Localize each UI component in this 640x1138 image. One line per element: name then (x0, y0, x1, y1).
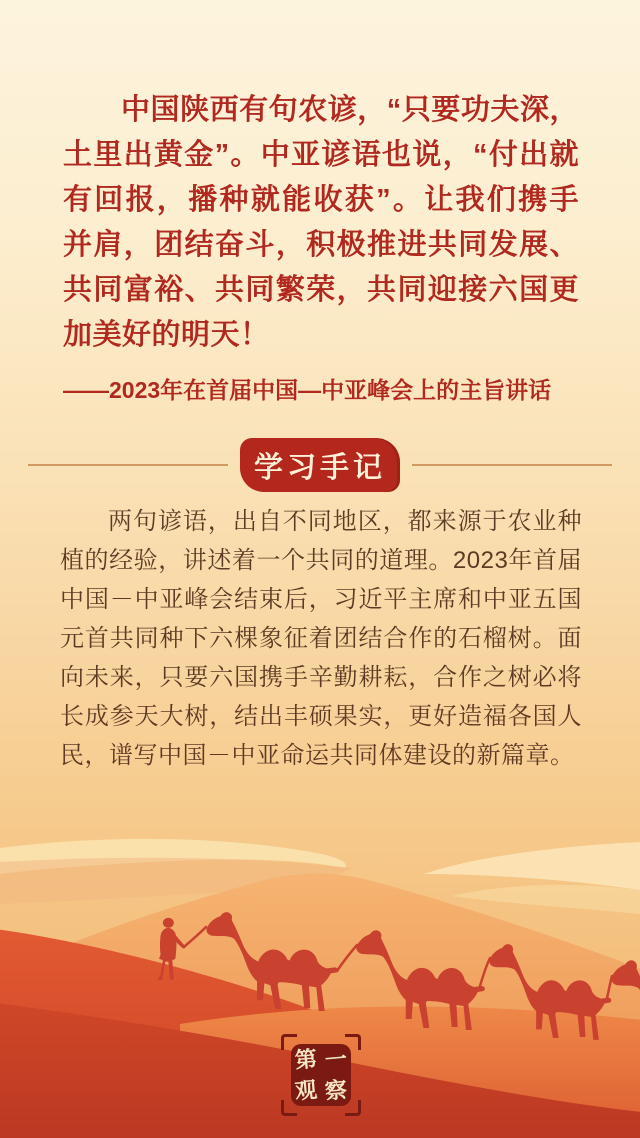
quote-attribution: ——2023年在首届中国—中亚峰会上的主旨讲话 (63, 377, 552, 403)
stamp-char-3: 观 (293, 1076, 319, 1105)
divider-line-right (412, 464, 612, 466)
study-note-text: 两句谚语，出自不同地区，都来源于农业种植的经验，讲述着一个共同的道理。2023年首届中国－中亚峰会结束后，习近平主席和中亚五国元首共同种下六棵象征着团结合作的石榴树。面向未来，只要六国携手辛勤耕耘，合作之树必将长成参天大树，结出丰硕果实，更好造福各国人民，谱写中国－中亚命运共同体建设的新篇章。 (60, 508, 582, 769)
brand-stamp (291, 1044, 351, 1106)
divider-line-left (28, 464, 228, 466)
section-header (0, 438, 640, 492)
stamp-char-4: 察 (323, 1076, 349, 1105)
stamp-corner-bracket (345, 1034, 361, 1050)
stamp-char-2: 一 (323, 1045, 349, 1074)
stamp-corner-bracket (281, 1100, 297, 1116)
quote-text: 中国陕西有句农谚，“只要功夫深，土里出黄金”。中亚谚语也说，“付出就有回报，播种就能收获”。让我们携手并肩，团结奋斗，积极推进共同发展、共同富裕、共同繁荣，共同迎接六国更加美好的明天！ (63, 94, 579, 351)
section-badge: 学习手记 (240, 438, 400, 492)
stamp-char-1: 第 (293, 1045, 319, 1074)
